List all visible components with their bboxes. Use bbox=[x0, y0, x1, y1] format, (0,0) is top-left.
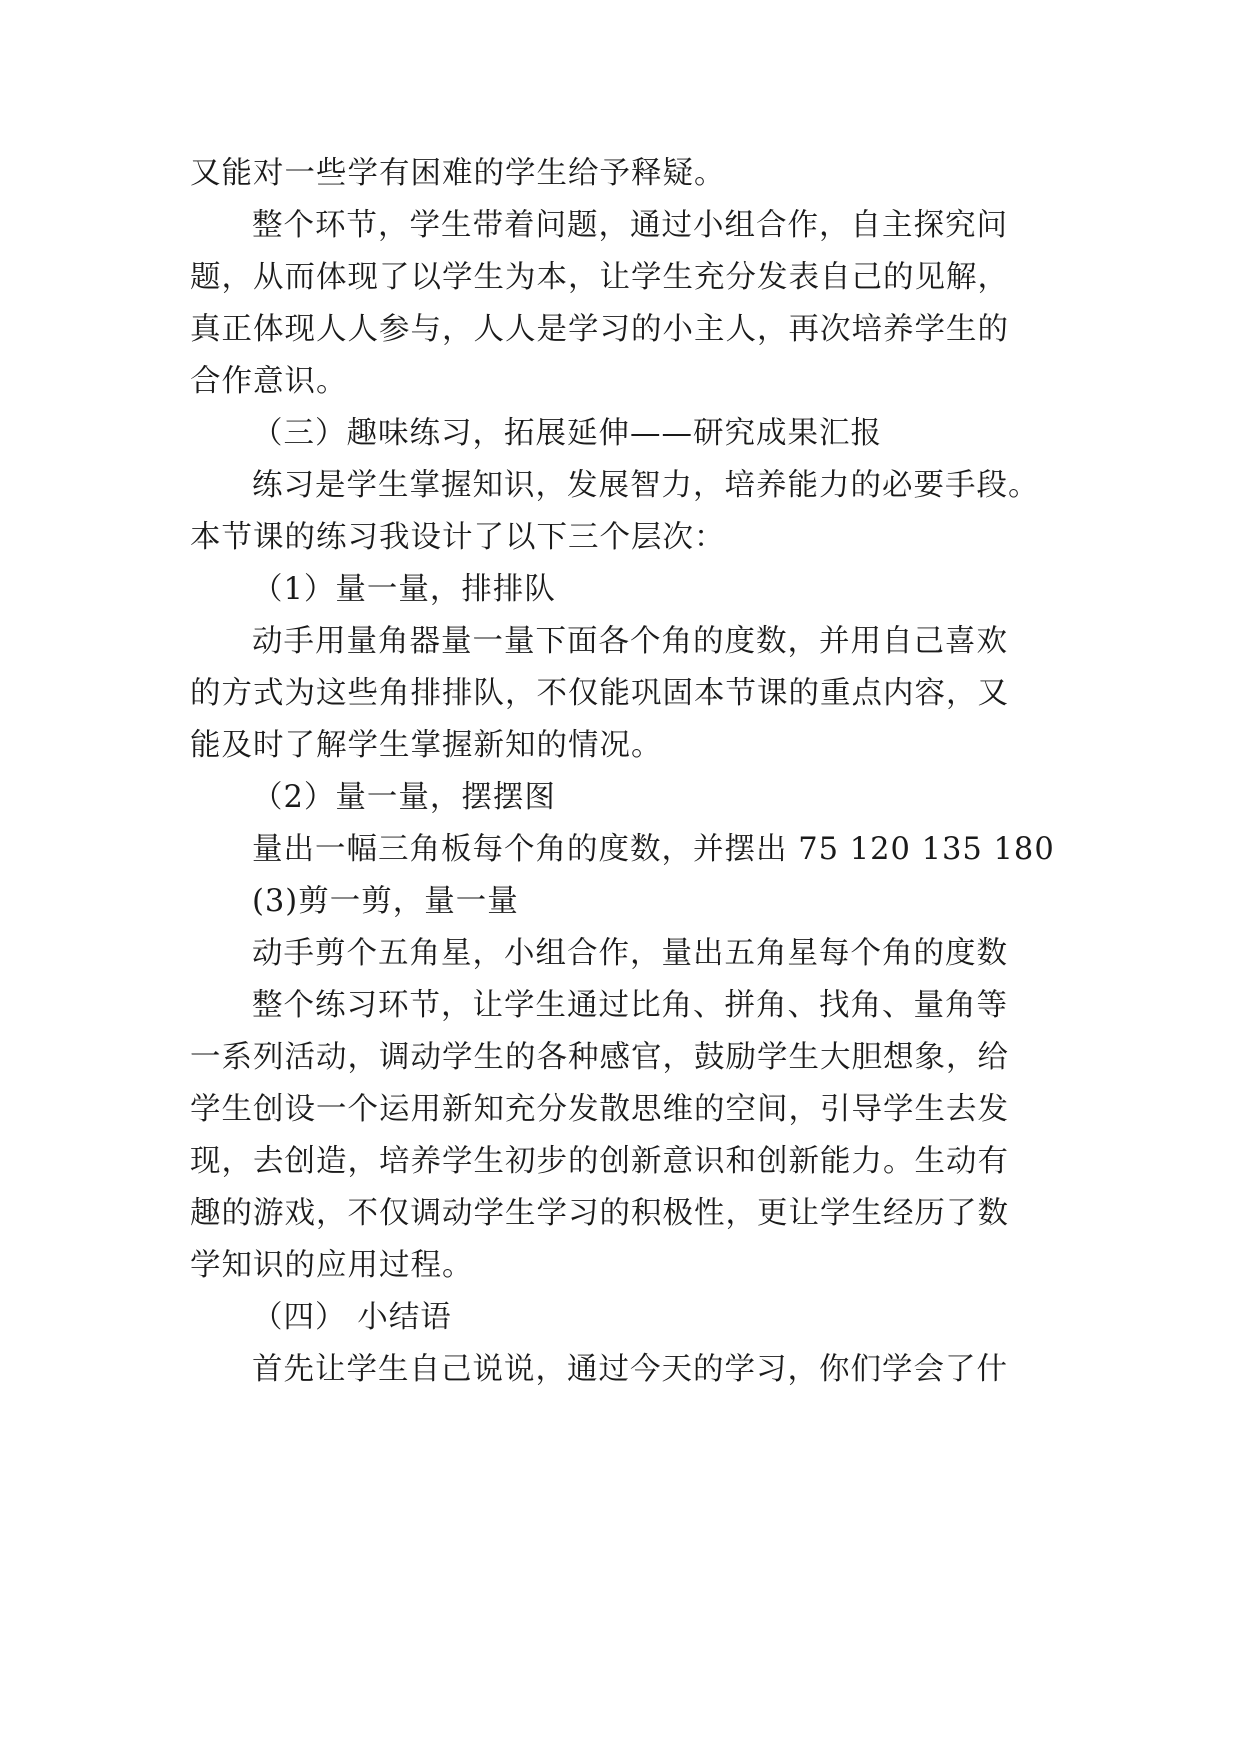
text-line: 题，从而体现了以学生为本，让学生充分发表自己的见解， bbox=[190, 260, 1009, 295]
text-line: 能及时了解学生掌握新知的情况。 bbox=[190, 728, 663, 763]
text-line: 首先让学生自己说说，通过今天的学习，你们学会了什 bbox=[252, 1352, 1008, 1387]
text-line: 动手用量角器量一量下面各个角的度数，并用自己喜欢 bbox=[252, 624, 1008, 659]
text-line: 本节课的练习我设计了以下三个层次： bbox=[190, 520, 726, 555]
text-line: 合作意识。 bbox=[190, 364, 348, 399]
text-line: 动手剪个五角星，小组合作，量出五角星每个角的度数 bbox=[252, 936, 1008, 971]
text-line: 现，去创造，培养学生初步的创新意识和创新能力。生动有 bbox=[190, 1144, 1009, 1179]
text-line: 又能对一些学有困难的学生给予释疑。 bbox=[190, 156, 726, 191]
subsection-heading: （2）量一量，摆摆图 bbox=[252, 780, 556, 815]
subsection-heading: （1）量一量，排排队 bbox=[252, 572, 556, 607]
text-line: 学生创设一个运用新知充分发散思维的空间，引导学生去发 bbox=[190, 1092, 1009, 1127]
section-heading: （三）趣味练习，拓展延伸——研究成果汇报 bbox=[252, 416, 882, 451]
subsection-heading: (3)剪一剪，量一量 bbox=[252, 884, 519, 919]
section-heading: （四） 小结语 bbox=[252, 1300, 452, 1335]
text-line: 一系列活动，调动学生的各种感官，鼓励学生大胆想象，给 bbox=[190, 1040, 1009, 1075]
text-line: 学知识的应用过程。 bbox=[190, 1248, 474, 1283]
text-line: 的方式为这些角排排队，不仅能巩固本节课的重点内容，又 bbox=[190, 676, 1009, 711]
text-line: 整个练习环节，让学生通过比角、拼角、找角、量角等 bbox=[252, 988, 1008, 1023]
text-line: 量出一幅三角板每个角的度数，并摆出 75 120 135 180 bbox=[252, 832, 1055, 867]
text-line: 趣的游戏，不仅调动学生学习的积极性，更让学生经历了数 bbox=[190, 1196, 1009, 1231]
text-line: 练习是学生掌握知识，发展智力，培养能力的必要手段。 bbox=[252, 468, 1040, 503]
text-line: 整个环节，学生带着问题，通过小组合作，自主探究问 bbox=[252, 208, 1008, 243]
text-line: 真正体现人人参与，人人是学习的小主人，再次培养学生的 bbox=[190, 312, 1009, 347]
